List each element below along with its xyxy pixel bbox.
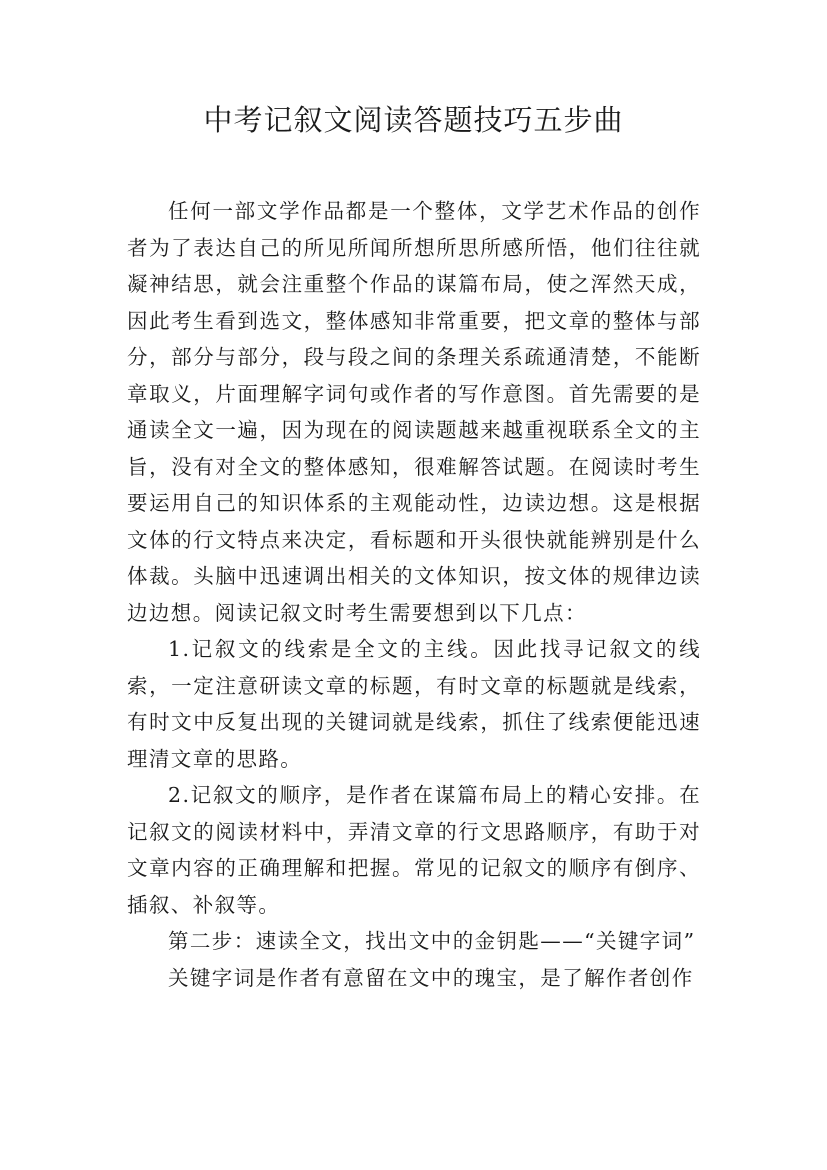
document-title: 中考记叙文阅读答题技巧五步曲 (203, 103, 624, 137)
paragraph-point-2: 2.记叙文的顺序，是作者在谋篇布局上的精心安排。在记叙文的阅读材料中，弄清文章的行文思路顺序，有助于对文章内容的正确理解和把握。常见的记叙文的顺序有倒序、插叙、补叙等。 (127, 783, 701, 917)
paragraph-point-1: 1.记叙文的线索是全文的主线。因此找寻记叙文的线索，一定注意研读文章的标题，有时文章的标题就是线索，有时文中反复出现的关键词就是线索，抓住了线索便能迅速理清文章的思路。 (127, 637, 701, 771)
document-body (127, 193, 701, 996)
paragraph-intro: 任何一部文学作品都是一个整体，文学艺术作品的创作者为了表达自己的所见所闻所想所思所感所悟，他们往往就凝神结思，就会注重整个作品的谋篇布局，使之浑然天成，因此考生看到选文，整体感知非常重要，把文章的整体与部分，部分与部分，段与段之间的条理关系疏通清楚，不能断章取义，片面理解字词句或作者的写作意图。首先需要的是通读全文一遍，因为现在的阅读题越来越重视联系全文的主旨，没有对全文的整体感知，很难解答试题。在阅读时考生要运用自己的知识体系的主观能动性，边读边想。这是根据文体的行文特点来决定，看标题和开头很快就能辨别是什么体裁。头脑中迅速调出相关的文体知识，按文体的规律边读边边想。阅读记叙文时考生需要想到以下几点： (127, 199, 701, 625)
paragraph-step-2-body: 关键字词是作者有意留在文中的瑰宝，是了解作者创作 (168, 965, 694, 990)
paragraph-step-2-heading: 第二步：速读全文，找出文中的金钥匙——“关键字词” (168, 929, 696, 953)
